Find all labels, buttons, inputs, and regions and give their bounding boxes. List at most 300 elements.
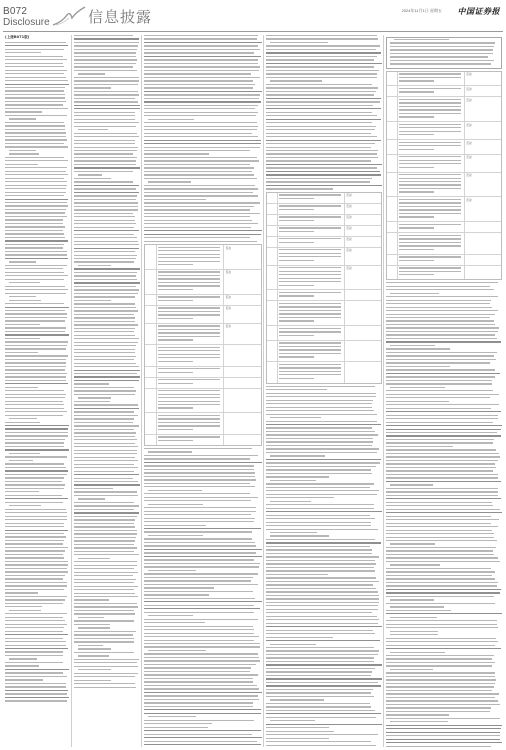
text-line — [148, 451, 192, 452]
text-line — [5, 216, 67, 217]
text-line — [5, 467, 66, 468]
text-line — [386, 390, 493, 391]
text-line — [5, 310, 65, 311]
text-line — [144, 486, 255, 487]
text-line — [266, 609, 378, 610]
text-line — [74, 484, 140, 485]
text-line — [5, 199, 68, 200]
text-line — [386, 425, 502, 426]
text-line — [74, 216, 135, 217]
text-line — [5, 56, 63, 57]
text-line — [5, 334, 69, 335]
text-line — [386, 376, 495, 377]
text-line — [270, 699, 324, 700]
text-line — [386, 334, 495, 335]
text-line — [266, 619, 379, 620]
text-line — [266, 70, 379, 71]
text-line — [144, 84, 255, 85]
text-line — [74, 171, 133, 172]
text-line — [144, 213, 260, 214]
text-line — [5, 495, 62, 496]
text-line — [144, 147, 260, 148]
text-line — [266, 136, 377, 137]
text-line — [78, 73, 105, 74]
text-line — [386, 519, 499, 520]
text-line — [399, 109, 460, 110]
text-line — [5, 237, 65, 238]
text-line — [266, 511, 382, 512]
motion-text-cell — [156, 378, 224, 388]
text-line — [74, 52, 136, 53]
text-line — [144, 591, 253, 592]
vote-result-label: 否决 — [466, 140, 472, 145]
text-line — [144, 157, 257, 158]
column-text — [142, 35, 264, 242]
text-line — [266, 403, 372, 404]
row-number-cell — [145, 413, 156, 433]
text-line — [266, 407, 372, 408]
text-line — [5, 223, 63, 224]
text-line — [266, 675, 371, 676]
text-line — [386, 537, 494, 538]
text-line — [74, 63, 136, 64]
text-line — [279, 378, 314, 379]
vote-result-label: 否决 — [346, 248, 352, 253]
text-line — [5, 272, 64, 273]
text-line — [386, 286, 490, 287]
text-line — [74, 136, 139, 137]
text-line — [279, 260, 314, 261]
text-line — [266, 542, 381, 543]
text-line — [386, 742, 502, 743]
text-line — [158, 300, 194, 301]
text-line — [5, 303, 64, 304]
motion-text-cell — [277, 215, 344, 225]
text-line — [390, 387, 445, 388]
text-line — [399, 213, 460, 214]
text-line — [5, 97, 65, 98]
text-line — [386, 662, 495, 663]
text-line — [74, 467, 138, 468]
vote-result-label: 否决 — [225, 306, 232, 311]
text-line — [144, 727, 208, 728]
text-line — [266, 490, 379, 491]
text-line — [390, 46, 494, 47]
row-number-cell — [267, 226, 277, 236]
text-line — [144, 685, 257, 686]
text-line — [74, 206, 138, 207]
text-line — [144, 640, 254, 641]
text-line — [74, 352, 135, 353]
vote-result-cell — [223, 306, 261, 323]
text-line — [144, 206, 254, 207]
text-line — [144, 619, 258, 620]
column-text — [72, 35, 142, 688]
table-row — [267, 340, 381, 361]
text-line — [266, 556, 379, 557]
text-line — [386, 470, 493, 471]
text-line — [399, 199, 460, 200]
text-line — [399, 191, 434, 192]
text-line — [158, 289, 194, 290]
text-line — [74, 603, 137, 604]
text-line — [266, 616, 377, 617]
text-line — [5, 592, 38, 593]
text-line — [144, 202, 260, 203]
table-row — [145, 294, 261, 305]
text-line — [158, 307, 220, 308]
text-line — [270, 720, 315, 721]
text-line — [74, 286, 136, 287]
text-line — [74, 84, 138, 85]
text-line — [399, 145, 460, 146]
text-line — [5, 352, 38, 353]
row-number-cell — [145, 324, 156, 344]
text-line — [144, 702, 253, 703]
text-line — [266, 630, 373, 631]
text-line — [144, 636, 259, 637]
text-line — [386, 282, 498, 283]
text-line — [386, 505, 493, 506]
text-line — [144, 192, 253, 193]
text-line — [386, 725, 502, 726]
text-line — [74, 376, 140, 377]
text-line — [74, 112, 135, 113]
vote-result-label: 否决 — [225, 270, 232, 275]
text-line — [144, 133, 252, 134]
text-line — [266, 424, 381, 425]
text-line — [74, 282, 140, 283]
text-line — [386, 359, 496, 360]
text-line — [399, 238, 460, 239]
text-line — [266, 393, 376, 394]
text-line — [74, 408, 139, 409]
motion-text-cell — [397, 222, 464, 232]
text-line — [266, 483, 374, 484]
text-line — [144, 94, 260, 95]
text-line — [386, 530, 492, 531]
motion-text-cell — [277, 237, 344, 247]
text-line — [144, 80, 253, 81]
text-line — [279, 353, 340, 354]
vote-result-label: 否决 — [346, 204, 352, 209]
text-line — [386, 690, 492, 691]
swoosh-logo-icon — [52, 6, 86, 26]
text-line — [74, 579, 136, 580]
text-line — [266, 476, 329, 477]
column-3 — [141, 35, 264, 747]
text-line — [266, 133, 371, 134]
text-line — [5, 477, 64, 478]
text-line — [74, 606, 138, 607]
text-line — [266, 414, 377, 415]
row-number-cell — [145, 306, 156, 323]
text-line — [144, 108, 255, 109]
text-line — [5, 331, 65, 332]
text-line — [279, 331, 340, 332]
text-line — [158, 318, 194, 319]
text-line — [74, 160, 136, 161]
table-row — [267, 203, 381, 214]
empty-cell — [223, 435, 261, 445]
text-line — [270, 80, 322, 81]
text-line — [5, 557, 64, 558]
text-line — [5, 380, 66, 381]
text-line — [144, 545, 256, 546]
text-line — [5, 693, 67, 694]
text-line — [266, 522, 371, 523]
text-line — [74, 680, 111, 681]
text-line — [5, 90, 64, 91]
text-line — [266, 567, 374, 568]
text-line — [5, 543, 63, 544]
text-line — [74, 209, 138, 210]
text-line — [386, 683, 495, 684]
text-line — [144, 674, 258, 675]
issue-date: 2024年11月1日 星期五 — [401, 8, 442, 13]
text-line — [279, 295, 314, 296]
text-line — [279, 278, 340, 279]
text-line — [266, 389, 327, 390]
motion-text-cell — [397, 140, 464, 153]
text-line — [5, 690, 68, 691]
text-line — [5, 484, 65, 485]
motion-text-cell — [397, 72, 464, 85]
table-row — [145, 323, 261, 344]
text-line — [5, 289, 68, 290]
text-line — [386, 679, 496, 680]
text-line — [9, 296, 36, 297]
text-line — [144, 112, 258, 113]
text-line — [266, 657, 374, 658]
text-line — [74, 147, 138, 148]
table-row — [387, 221, 501, 232]
text-line — [78, 669, 111, 670]
text-line — [74, 49, 137, 50]
text-line — [5, 125, 65, 126]
page-number: B072 — [3, 6, 28, 17]
text-line — [266, 84, 372, 85]
text-line — [386, 665, 492, 666]
text-line — [399, 274, 434, 275]
text-line — [144, 105, 258, 106]
text-line — [5, 359, 66, 360]
text-line — [5, 599, 65, 600]
text-line — [74, 45, 138, 46]
text-line — [5, 219, 63, 220]
text-line — [279, 306, 340, 307]
text-line — [279, 227, 340, 228]
table-row — [145, 269, 261, 294]
row-number-cell — [267, 237, 277, 247]
text-line — [399, 181, 460, 182]
text-line — [5, 345, 67, 346]
text-line — [386, 648, 501, 649]
text-line — [78, 265, 111, 266]
text-line — [144, 70, 259, 71]
text-line — [279, 249, 340, 250]
vote-result-cell — [223, 270, 261, 294]
text-line — [5, 362, 66, 363]
text-line — [158, 429, 194, 430]
text-line — [5, 52, 41, 53]
text-line — [74, 98, 135, 99]
motion-text-cell — [156, 270, 224, 294]
text-line — [74, 87, 111, 88]
text-line — [158, 257, 220, 258]
text-line — [5, 683, 66, 684]
text-line — [266, 150, 378, 151]
text-line — [390, 669, 433, 670]
text-line — [5, 212, 65, 213]
text-line — [158, 394, 220, 395]
text-line — [74, 561, 137, 562]
empty-cell — [223, 389, 261, 413]
text-line — [386, 676, 495, 677]
text-line — [5, 307, 69, 308]
text-line — [9, 282, 40, 283]
continuation-label: (上接B071版) — [5, 35, 30, 39]
text-line — [144, 73, 251, 74]
text-line — [5, 645, 66, 646]
text-line — [74, 593, 135, 594]
text-line — [266, 647, 374, 648]
text-line — [74, 411, 134, 412]
text-line — [74, 505, 139, 506]
text-line — [386, 526, 498, 527]
text-line — [74, 613, 135, 614]
vote-result-cell — [464, 122, 501, 139]
text-line — [74, 443, 135, 444]
text-line — [74, 676, 135, 677]
text-line — [266, 45, 380, 46]
row-number-cell — [387, 97, 397, 121]
text-line — [386, 571, 495, 572]
text-line — [144, 45, 258, 46]
vote-result-cell — [464, 97, 501, 121]
row-number-cell — [267, 290, 277, 300]
text-line — [390, 631, 438, 632]
table-row — [387, 172, 501, 197]
row-number-cell — [387, 197, 397, 221]
text-line — [144, 577, 253, 578]
text-line — [399, 202, 460, 203]
table-row — [145, 245, 261, 269]
text-line — [5, 258, 68, 259]
text-line — [144, 594, 209, 595]
table-row — [145, 388, 261, 413]
text-line — [266, 56, 377, 57]
text-line — [266, 623, 378, 624]
text-line — [386, 509, 500, 510]
text-line — [386, 460, 498, 461]
text-line — [399, 178, 460, 179]
text-line — [399, 227, 434, 228]
text-line — [74, 300, 111, 301]
text-line — [74, 42, 139, 43]
text-line — [390, 345, 435, 346]
text-line — [266, 574, 328, 575]
text-line — [5, 509, 66, 510]
text-line — [74, 526, 135, 527]
text-line — [78, 645, 103, 646]
text-line — [266, 504, 374, 505]
text-line — [158, 282, 220, 283]
text-line — [144, 521, 254, 522]
motion-table — [144, 244, 262, 446]
row-number-cell — [145, 270, 156, 294]
row-number-cell — [145, 245, 156, 269]
table-row — [267, 289, 381, 300]
text-line — [74, 666, 138, 667]
text-line — [5, 390, 64, 391]
text-line — [386, 711, 490, 712]
text-line — [386, 432, 497, 433]
text-line — [5, 408, 64, 409]
motion-text-cell — [277, 326, 344, 339]
header-divider — [3, 31, 503, 32]
text-line — [74, 345, 136, 346]
text-line — [266, 650, 379, 651]
empty-cell — [344, 290, 381, 300]
text-line — [386, 418, 498, 419]
text-line — [5, 662, 63, 663]
text-line — [390, 606, 444, 607]
text-line — [74, 638, 134, 639]
text-line — [5, 104, 63, 105]
text-line — [279, 371, 340, 372]
text-line — [74, 575, 133, 576]
motion-text-cell — [156, 367, 224, 377]
row-number-cell — [267, 341, 277, 361]
text-line — [144, 483, 250, 484]
text-line — [74, 59, 137, 60]
vote-result-label: 否决 — [466, 155, 472, 160]
vote-result-label: 否决 — [346, 237, 352, 242]
column-text — [388, 39, 500, 65]
text-line — [386, 477, 498, 478]
text-line — [266, 515, 370, 516]
text-line — [74, 610, 134, 611]
text-line — [5, 313, 67, 314]
text-line — [5, 585, 67, 586]
motion-table — [386, 71, 502, 280]
text-line — [74, 356, 136, 357]
text-line — [144, 699, 259, 700]
text-line — [74, 293, 138, 294]
text-line — [5, 519, 67, 520]
text-line — [390, 617, 437, 618]
text-line — [266, 734, 378, 735]
text-line — [148, 181, 191, 182]
empty-cell — [344, 362, 381, 382]
text-line — [74, 275, 136, 276]
text-line — [266, 441, 373, 442]
text-line — [399, 134, 434, 135]
table-row — [387, 121, 501, 139]
table-row — [267, 247, 381, 265]
text-line — [144, 601, 262, 602]
text-line — [5, 700, 67, 701]
text-line — [144, 42, 262, 43]
text-line — [144, 185, 255, 186]
text-line — [399, 156, 460, 157]
text-line — [148, 535, 203, 536]
text-line — [5, 676, 67, 677]
row-number-cell — [267, 193, 277, 203]
text-line — [5, 73, 64, 74]
text-line — [266, 87, 378, 88]
